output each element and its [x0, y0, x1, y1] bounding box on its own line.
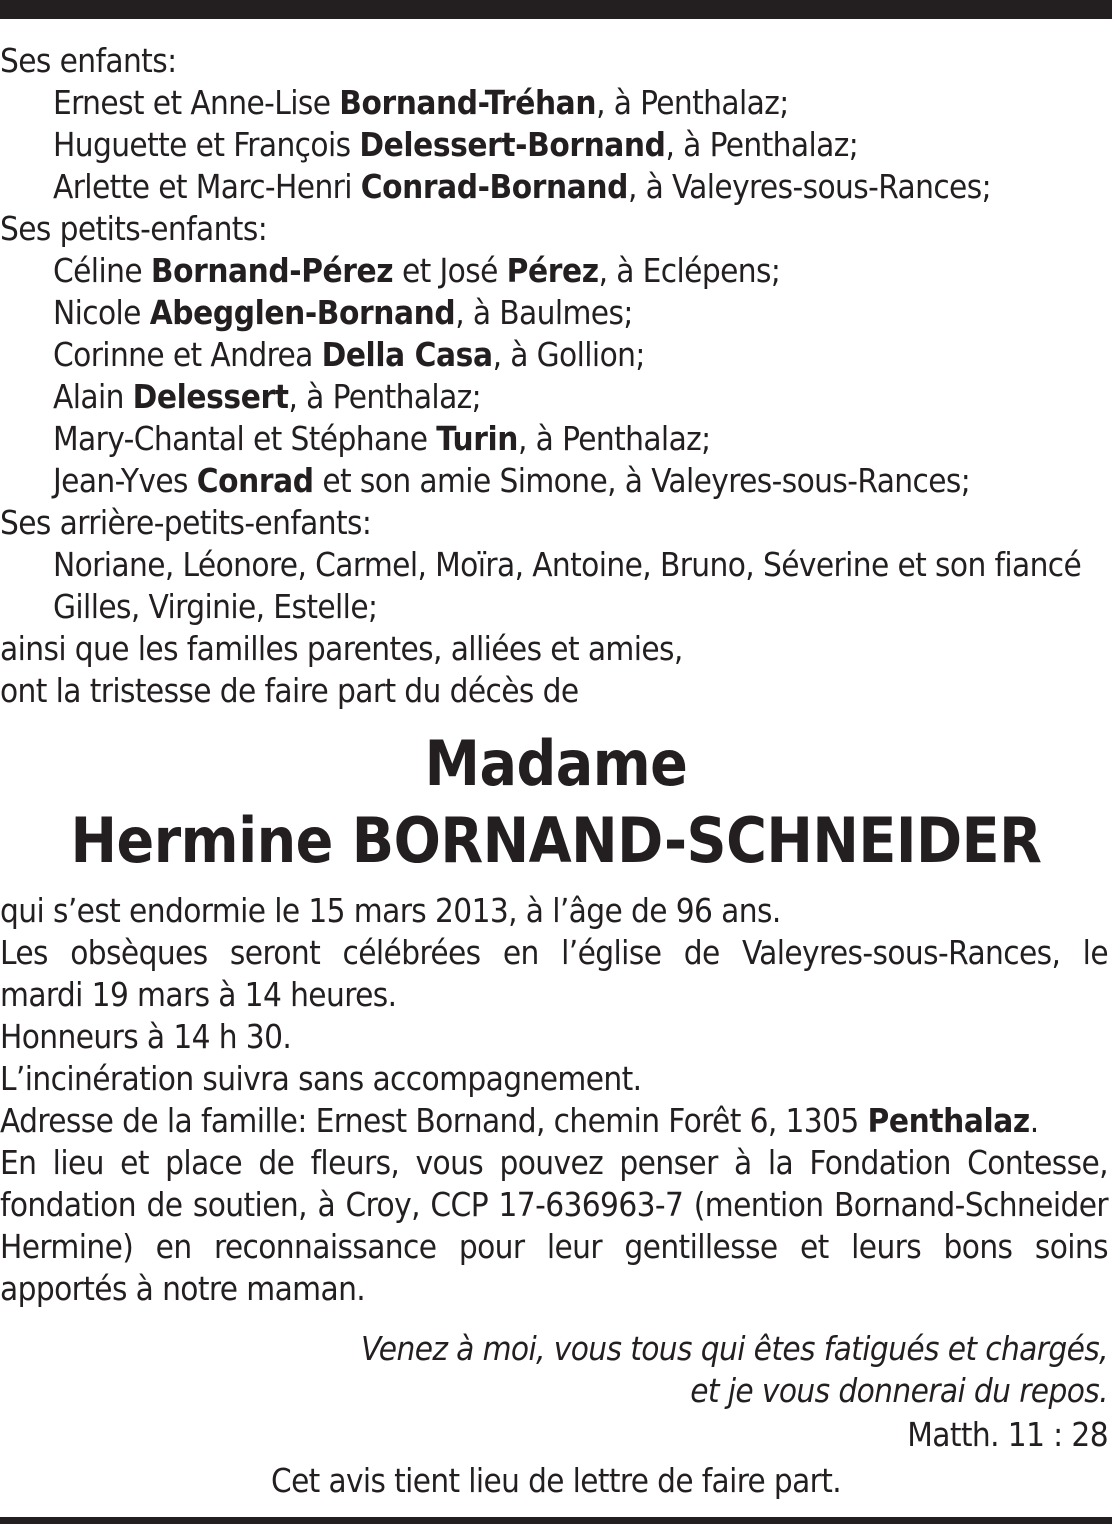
grandchild-surname: Abegglen-Bornand	[149, 293, 456, 332]
child-surname: Bornand-Tréhan	[339, 83, 597, 122]
bottom-rule	[0, 1517, 1112, 1524]
families-line: ainsi que les familles parentes, alliées et amies,	[0, 629, 683, 668]
funeral-line: Les obsèques seront célébrées en l’église de Valeyres-sous-Rances, le	[0, 933, 1108, 972]
grandchild-entry: Jean-Yves Conrad et son amie Simone, à Valeyres-sous-Rances;	[53, 461, 971, 500]
cremation-line: L’incinération suivra sans accompagnement.	[0, 1059, 642, 1098]
grandchildren-heading: Ses petits-enfants:	[0, 209, 268, 248]
deceased-honorific: Madame	[424, 727, 688, 800]
grandchild-surname: Turin	[436, 419, 518, 458]
grandchild-surname: Conrad	[196, 461, 314, 500]
great-grandchildren-line: Gilles, Virginie, Estelle;	[53, 587, 378, 626]
children-heading: Ses enfants:	[0, 41, 177, 80]
donation-line: En lieu et place de fleurs, vous pouvez penser à la Fondation Contesse,	[0, 1143, 1108, 1182]
grandchild-surname: Delessert	[132, 377, 289, 416]
grandchild-entry: Céline Bornand-Pérez et José Pérez, à Eclépens;	[53, 251, 781, 290]
grandchild-surname: Pérez	[506, 251, 599, 290]
grandchild-entry: Alain Delessert, à Penthalaz;	[53, 377, 482, 416]
announcement-line: ont la tristesse de faire part du décès de	[0, 671, 579, 710]
great-grandchildren-heading: Ses arrière-petits-enfants:	[0, 503, 372, 542]
child-surname: Conrad-Bornand	[360, 167, 628, 206]
great-grandchildren-line: Noriane, Léonore, Carmel, Moïra, Antoine, Bruno, Séverine et son fiancé	[53, 545, 1082, 584]
footer-note: Cet avis tient lieu de lettre de faire part.	[270, 1461, 842, 1500]
verse-line: et je vous donnerai du repos.	[690, 1371, 1108, 1410]
grandchild-surname: Bornand-Pérez	[150, 251, 394, 290]
top-rule	[0, 0, 1112, 19]
honours-line: Honneurs à 14 h 30.	[0, 1017, 292, 1056]
verse-line: Venez à moi, vous tous qui êtes fatigués et chargés,	[361, 1329, 1108, 1368]
grandchild-entry: Mary-Chantal et Stéphane Turin, à Penthalaz;	[53, 419, 711, 458]
funeral-date-line: mardi 19 mars à 14 heures.	[0, 975, 397, 1014]
family-address: Adresse de la famille: Ernest Bornand, chemin Forêt 6, 1305 Penthalaz.	[0, 1101, 1039, 1140]
child-surname: Delessert-Bornand	[359, 125, 666, 164]
deceased-name: Hermine BORNAND-SCHNEIDER	[70, 804, 1042, 877]
child-entry: Arlette et Marc-Henri Conrad-Bornand, à Valeyres-sous-Rances;	[53, 167, 992, 206]
verse-reference: Matth. 11 : 28	[907, 1415, 1108, 1454]
donation-line: Hermine) en reconnaissance pour leur gentillesse et leurs bons soins	[0, 1227, 1108, 1266]
passing-line: qui s’est endormie le 15 mars 2013, à l’âge de 96 ans.	[0, 891, 781, 930]
donation-line: fondation de soutien, à Croy, CCP 17-636963-7 (mention Bornand-Schneider	[0, 1185, 1108, 1224]
grandchild-entry: Corinne et Andrea Della Casa, à Gollion;	[53, 335, 645, 374]
child-entry: Huguette et François Delessert-Bornand, à Penthalaz;	[53, 125, 859, 164]
child-entry: Ernest et Anne-Lise Bornand-Tréhan, à Penthalaz;	[53, 83, 789, 122]
donation-line: apportés à notre maman.	[0, 1269, 366, 1308]
grandchild-entry: Nicole Abegglen-Bornand, à Baulmes;	[53, 293, 633, 332]
grandchild-surname: Della Casa	[321, 335, 493, 374]
address-town: Penthalaz	[867, 1101, 1030, 1140]
